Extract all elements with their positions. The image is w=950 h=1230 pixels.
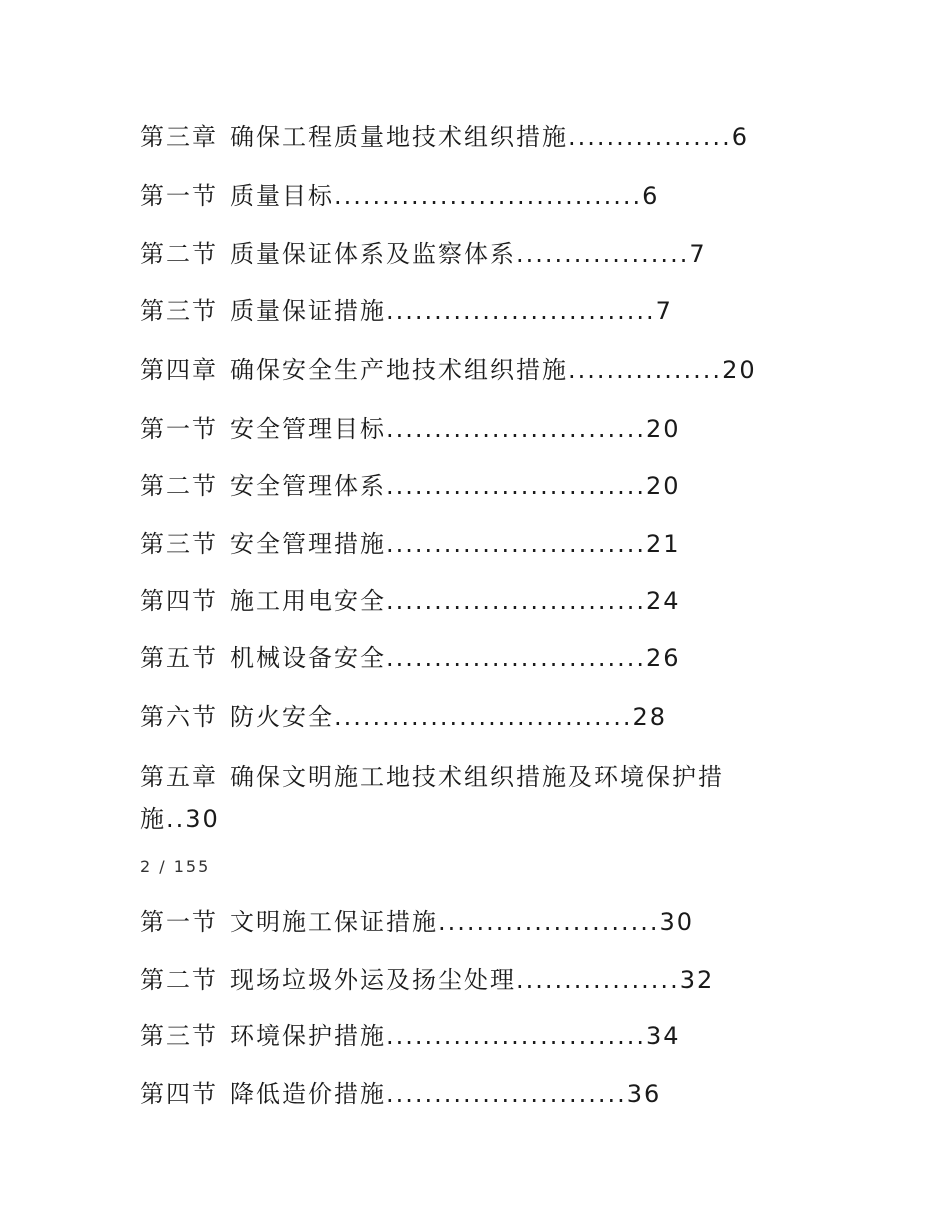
toc-number: 第一节 xyxy=(140,415,218,443)
toc-title: 确保安全生产地技术组织措施 xyxy=(230,356,568,384)
toc-page: 26 xyxy=(645,644,681,672)
toc-number: 第三节 xyxy=(140,530,218,558)
toc-title: 防火安全 xyxy=(230,703,334,731)
toc-leader: ............................... xyxy=(334,703,633,731)
toc-title: 质量保证措施 xyxy=(230,297,386,325)
toc-leader: ......................... xyxy=(386,1080,627,1108)
toc-leader: ........................... xyxy=(386,644,646,672)
toc-title: 降低造价措施 xyxy=(230,1080,386,1108)
toc-page: 6 xyxy=(731,123,749,151)
toc-number: 第一节 xyxy=(140,182,218,210)
toc-entry xyxy=(140,529,681,559)
toc-leader: .................. xyxy=(516,240,690,268)
toc-number: 第四节 xyxy=(140,1080,218,1108)
toc-leader: ............................ xyxy=(386,297,656,325)
toc-page: 32 xyxy=(679,966,715,994)
toc-page: 30 xyxy=(185,805,220,833)
toc-page: 21 xyxy=(645,530,681,558)
toc-title: 环境保护措施 xyxy=(230,1022,386,1050)
toc-title: 确保文明施工地技术组织措施及环境保护措施 xyxy=(140,763,724,833)
toc-page: 36 xyxy=(626,1080,662,1108)
toc-number: 第二节 xyxy=(140,966,218,994)
toc-title: 安全管理措施 xyxy=(230,530,386,558)
toc-number: 第四章 xyxy=(140,356,218,384)
toc-entry xyxy=(140,586,681,616)
toc-leader: ........................... xyxy=(386,415,646,443)
toc-entry xyxy=(140,239,707,269)
toc-entry xyxy=(140,296,673,326)
toc-number: 第六节 xyxy=(140,703,218,731)
toc-page: 24 xyxy=(645,587,681,615)
toc-entry xyxy=(140,1021,681,1051)
toc-number: 第五节 xyxy=(140,644,218,672)
toc-number: 第五章 xyxy=(140,763,218,791)
toc-leader: ........................... xyxy=(386,530,646,558)
page-number: 2 / 155 xyxy=(140,857,211,876)
toc-entry xyxy=(140,471,681,501)
toc-page: 7 xyxy=(689,240,707,268)
toc-title: 质量目标 xyxy=(230,182,334,210)
toc-number: 第三节 xyxy=(140,1022,218,1050)
toc-entry xyxy=(140,702,667,732)
toc-leader: ................. xyxy=(516,966,680,994)
toc-title: 质量保证体系及监察体系 xyxy=(230,240,516,268)
toc-entry xyxy=(140,355,757,385)
toc-number: 第三章 xyxy=(140,123,218,151)
toc-title: 安全管理目标 xyxy=(230,415,386,443)
toc-leader: ....................... xyxy=(438,908,660,936)
toc-leader: ........................... xyxy=(386,472,646,500)
toc-page: 30 xyxy=(659,908,695,936)
toc-title: 现场垃圾外运及扬尘处理 xyxy=(230,966,516,994)
toc-number: 第三节 xyxy=(140,297,218,325)
toc-entry xyxy=(140,1079,661,1109)
toc-page: 20 xyxy=(722,356,757,384)
toc-leader: ........................... xyxy=(386,1022,646,1050)
toc-leader: ................. xyxy=(568,123,732,151)
toc-entry-wrapped xyxy=(140,756,780,840)
toc-number: 第一节 xyxy=(140,908,218,936)
toc-title: 确保工程质量地技术组织措施 xyxy=(230,123,568,151)
toc-page: 34 xyxy=(645,1022,681,1050)
toc-title: 文明施工保证措施 xyxy=(230,908,438,936)
toc-leader: ................................ xyxy=(334,182,643,210)
toc-leader: ................ xyxy=(568,356,723,384)
toc-entry xyxy=(140,907,694,937)
toc-number: 第四节 xyxy=(140,587,218,615)
toc-number: 第二节 xyxy=(140,472,218,500)
toc-page: 6 xyxy=(642,182,660,210)
toc-page: 20 xyxy=(645,415,681,443)
toc-page: 7 xyxy=(655,297,673,325)
toc-entry xyxy=(140,414,681,444)
toc-entry xyxy=(140,181,659,211)
toc-leader: .. xyxy=(166,805,186,833)
toc-entry xyxy=(140,643,681,673)
toc-page: 20 xyxy=(645,472,681,500)
toc-number: 第二节 xyxy=(140,240,218,268)
toc-leader: ........................... xyxy=(386,587,646,615)
toc-title: 安全管理体系 xyxy=(230,472,386,500)
toc-entry xyxy=(140,965,714,995)
toc-title: 施工用电安全 xyxy=(230,587,386,615)
toc-page: 28 xyxy=(632,703,668,731)
toc-entry xyxy=(140,122,749,152)
toc-title: 机械设备安全 xyxy=(230,644,386,672)
